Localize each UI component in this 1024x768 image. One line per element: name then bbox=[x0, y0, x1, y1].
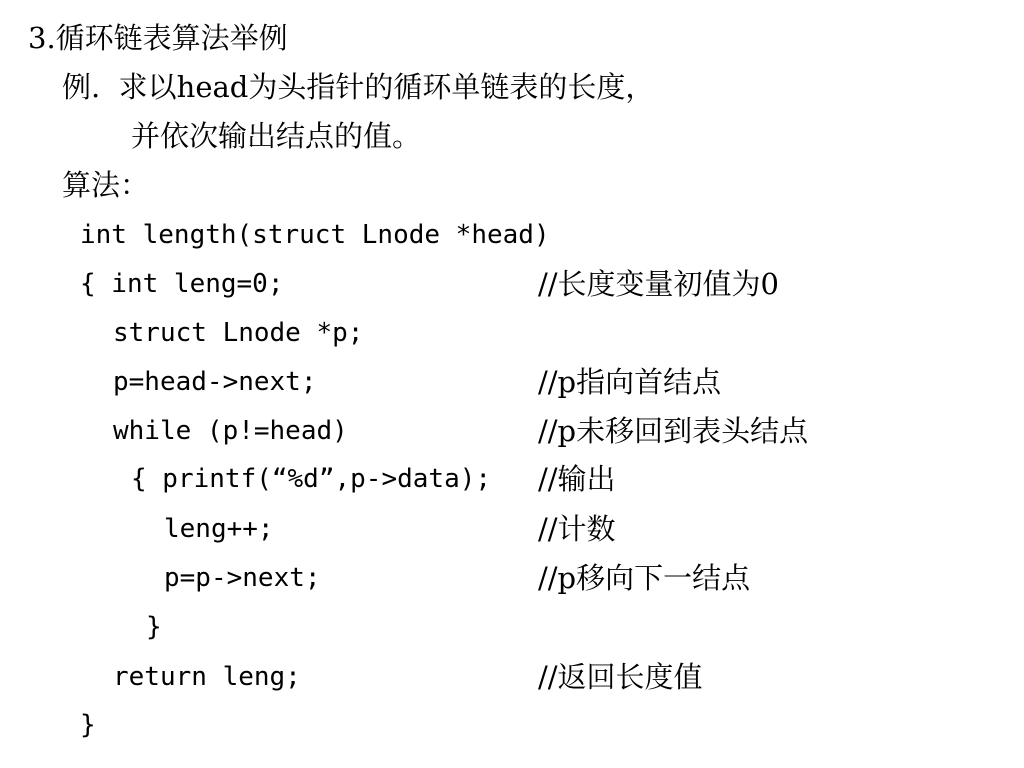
example-line-2: 并依次输出结点的值。 bbox=[131, 119, 422, 153]
slide-heading: 3.循环链表算法举例 bbox=[28, 21, 288, 55]
algorithm-label: 算法： bbox=[62, 168, 150, 202]
code-line-signature: int length(struct Lnode *head) bbox=[80, 220, 550, 250]
code-comment-init: //长度变量初值为0 bbox=[538, 267, 779, 301]
code-comment-increment: //计数 bbox=[538, 512, 616, 546]
code-line-outer-close: } bbox=[80, 710, 96, 740]
code-comment-assign: //p指向首结点 bbox=[538, 365, 722, 399]
code-line-advance: p=p->next; bbox=[164, 563, 321, 593]
code-comment-while: //p未移回到表头结点 bbox=[538, 414, 809, 448]
code-line-return: return leng; bbox=[113, 662, 301, 692]
code-line-init: { int leng=0; bbox=[80, 269, 284, 299]
example-line-1: 例. 求以head为头指针的循环单链表的长度， bbox=[62, 70, 655, 104]
code-line-assign: p=head->next; bbox=[113, 367, 317, 397]
code-comment-printf: //输出 bbox=[538, 462, 616, 496]
code-line-increment: leng++; bbox=[164, 514, 274, 544]
code-line-printf: { printf(“%d”,p->data); bbox=[131, 464, 492, 494]
code-line-while: while (p!=head) bbox=[113, 416, 348, 446]
code-comment-advance: //p移向下一结点 bbox=[538, 561, 751, 595]
code-line-inner-close: } bbox=[146, 612, 162, 642]
code-comment-return: //返回长度值 bbox=[538, 660, 703, 694]
code-line-decl: struct Lnode *p; bbox=[113, 318, 364, 348]
